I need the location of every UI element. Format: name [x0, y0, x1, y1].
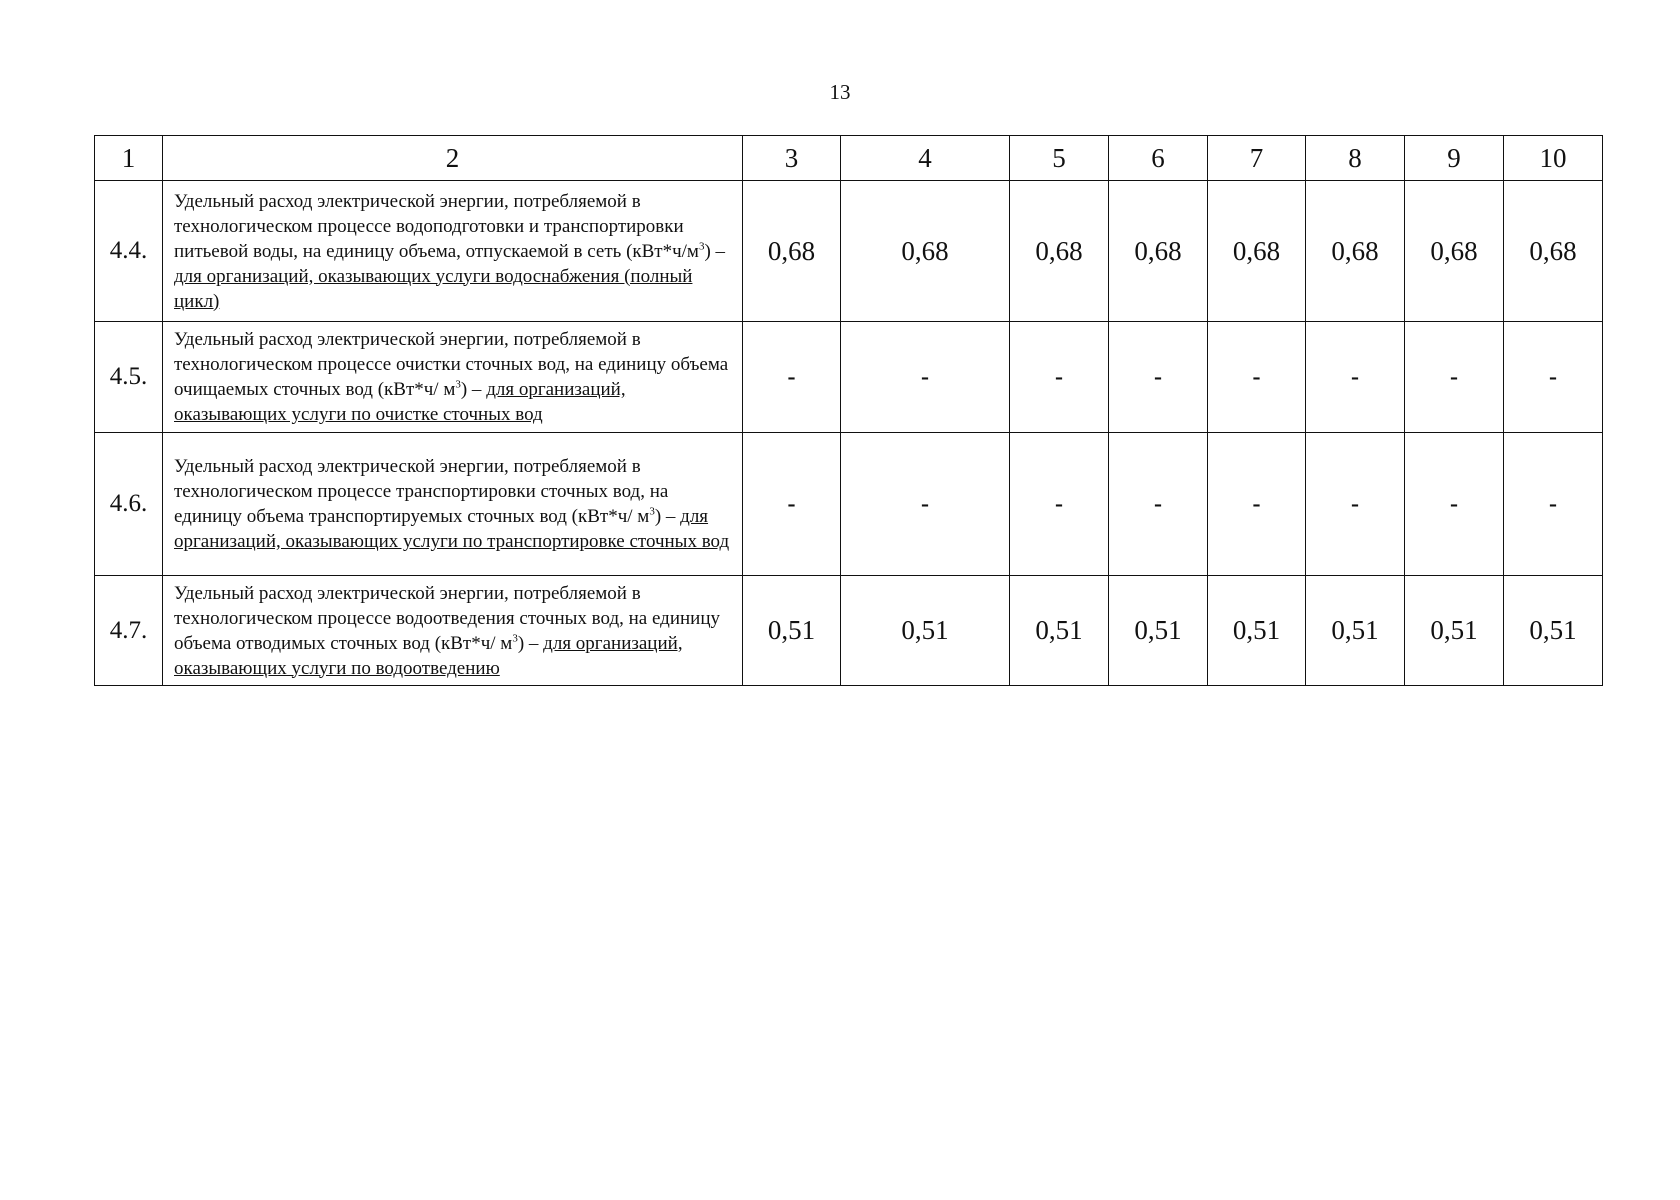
value-cell: -	[1405, 433, 1504, 576]
value-cell: -	[1109, 322, 1208, 433]
value-cell: 0,51	[1109, 576, 1208, 686]
row-number: 4.5.	[95, 322, 163, 433]
header-cell: 4	[841, 136, 1010, 181]
description-underlined: для организаций, оказывающих услуги по очистке сточных вод	[174, 379, 626, 425]
page-number: 13	[829, 80, 851, 104]
value-cell: 0,51	[1010, 576, 1109, 686]
row-description	[163, 576, 743, 686]
value-cell: 0,68	[1109, 181, 1208, 322]
header-cell: 6	[1109, 136, 1208, 181]
row-number: 4.4.	[95, 181, 163, 322]
value-cell: 0,68	[743, 181, 841, 322]
value-cell: -	[743, 433, 841, 576]
description-text: Удельный расход электрической энергии, потребляемой в технологическом процессе транспортировки сточных вод, на единицу объема транспортируемых сточных вод (кВт*ч/ м	[174, 456, 669, 527]
description-close: ) –	[704, 240, 726, 262]
description-text: Удельный расход электрической энергии, потребляемой в технологическом процессе очистки сточных вод, на единицу объема очищаемых сточных вод (кВт*ч/ м	[174, 329, 729, 400]
header-row	[95, 136, 1603, 181]
superscript: 3	[649, 505, 655, 518]
description-text: Удельный расход электрической энергии, потребляемой в технологическом процессе водоподготовки и транспортировки питьевой воды, на единицу объема, отпускаемой в сеть (кВт*ч/м	[174, 190, 699, 262]
value-cell: -	[1306, 433, 1405, 576]
value-cell: 0,51	[841, 576, 1010, 686]
value-cell: 0,51	[1208, 576, 1306, 686]
value-cell: -	[1504, 433, 1603, 576]
value-cell: 0,68	[1405, 181, 1504, 322]
value-cell: 0,68	[1208, 181, 1306, 322]
value-cell: 0,51	[1306, 576, 1405, 686]
header-cell: 2	[163, 136, 743, 181]
description-underlined: для организаций, оказывающих услуги водоснабжения (полный цикл)	[174, 265, 693, 312]
value-cell: 0,68	[841, 181, 1010, 322]
description-underlined: для организаций, оказывающих услуги по транспортировке сточных вод	[174, 506, 730, 552]
header-cell: 3	[743, 136, 841, 181]
indicators-table	[94, 135, 1603, 686]
value-cell: -	[1109, 433, 1208, 576]
row-description	[163, 433, 743, 576]
table-row	[95, 576, 1603, 686]
value-cell: 0,68	[1010, 181, 1109, 322]
value-cell: -	[1010, 322, 1109, 433]
description-close: ) –	[517, 632, 544, 654]
header-cell: 1	[95, 136, 163, 181]
table-row	[95, 322, 1603, 433]
description-text: Удельный расход электрической энергии, потребляемой в технологическом процессе водоотведения сточных вод, на единицу объема отводимых сточных вод (кВт*ч/ м	[174, 582, 720, 654]
table-row	[95, 433, 1603, 576]
row-description	[163, 181, 743, 322]
description-close: ) –	[654, 506, 681, 527]
description-close: ) –	[460, 379, 487, 400]
value-cell: 0,51	[1504, 576, 1603, 686]
header-cell: 7	[1208, 136, 1306, 181]
value-cell: -	[1010, 433, 1109, 576]
table-row	[95, 181, 1603, 322]
header-cell: 5	[1010, 136, 1109, 181]
header-cell: 8	[1306, 136, 1405, 181]
value-cell: -	[1405, 322, 1504, 433]
superscript: 3	[698, 240, 705, 253]
superscript: 3	[512, 632, 518, 645]
header-cell: 9	[1405, 136, 1504, 181]
row-number: 4.6.	[95, 433, 163, 576]
value-cell: 0,68	[1504, 181, 1603, 322]
value-cell: -	[1208, 433, 1306, 576]
value-cell: 0,51	[743, 576, 841, 686]
value-cell: -	[1504, 322, 1603, 433]
value-cell: -	[841, 433, 1010, 576]
row-number: 4.7.	[95, 576, 163, 686]
superscript: 3	[455, 378, 461, 391]
value-cell: -	[1208, 322, 1306, 433]
value-cell: -	[1306, 322, 1405, 433]
value-cell: 0,68	[1306, 181, 1405, 322]
row-description	[163, 322, 743, 433]
description-underlined: для организаций, оказывающих услуги по водоотведению	[174, 632, 683, 679]
header-cell: 10	[1504, 136, 1603, 181]
value-cell: -	[743, 322, 841, 433]
value-cell: 0,51	[1405, 576, 1504, 686]
value-cell: -	[841, 322, 1010, 433]
